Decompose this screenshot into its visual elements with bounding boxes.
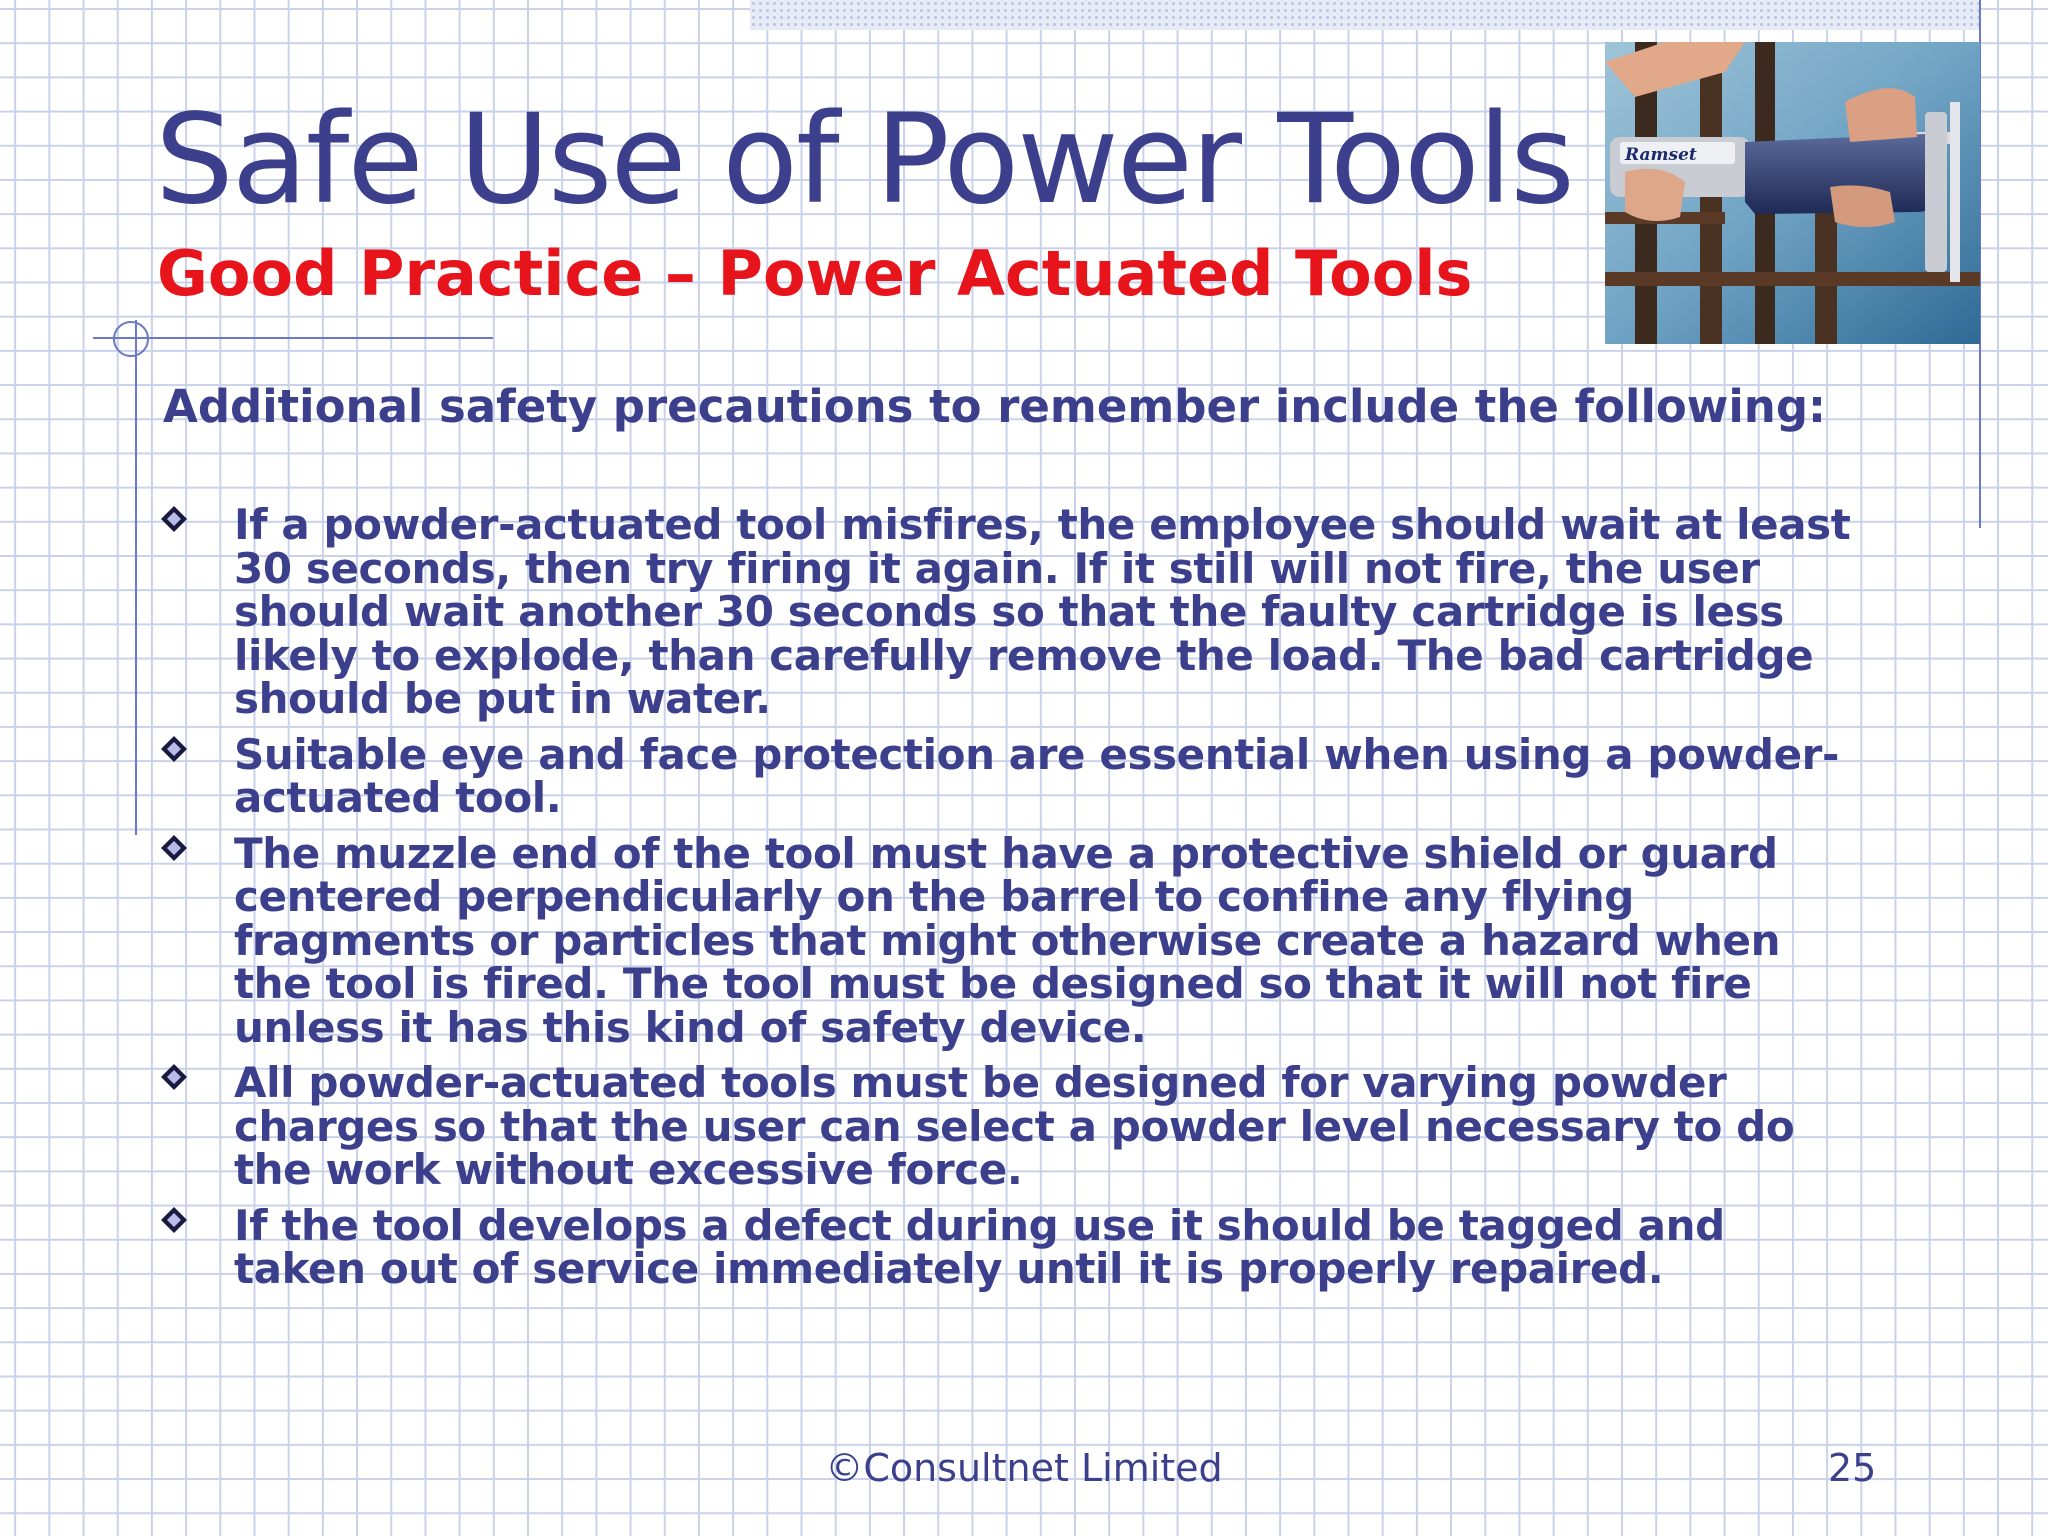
bullet-text: The muzzle end of the tool must have a protective shield or guard centered perpendicularly on the barrel to confine any flying fragments or particles that might otherwise create a hazard when the tool is fired. The tool must be designed so that it will not fire unless it has this kind of safety device. bbox=[234, 828, 1781, 1052]
diamond-bullet-icon bbox=[160, 1063, 188, 1091]
list-item bbox=[160, 1058, 1860, 1194]
list-item bbox=[160, 1200, 1860, 1293]
decorative-vertical-line-left bbox=[135, 320, 137, 835]
diamond-bullet-icon bbox=[160, 735, 188, 763]
diamond-bullet-icon bbox=[160, 1206, 188, 1234]
list-item bbox=[160, 828, 1860, 1052]
diamond-bullet-icon bbox=[160, 834, 188, 862]
power-tool-photo bbox=[1605, 42, 1980, 344]
slide-subtitle: Good Practice – Power Actuated Tools bbox=[157, 237, 1473, 310]
bullet-text: All powder-actuated tools must be designed for varying powder charges so that the user can select a powder level necessary to do the work without excessive force. bbox=[234, 1058, 1795, 1194]
diamond-bullet-icon bbox=[160, 505, 188, 533]
bullet-text: If the tool develops a defect during use it should be tagged and taken out of service immediately until it is properly repaired. bbox=[234, 1200, 1725, 1293]
top-dotted-band bbox=[750, 0, 1980, 30]
crosshair-circle-icon bbox=[113, 321, 149, 357]
list-item bbox=[160, 729, 1860, 822]
intro-text: Additional safety precautions to remember include the following: bbox=[163, 380, 1827, 433]
decorative-horizontal-line bbox=[93, 337, 493, 339]
bullet-text: If a powder-actuated tool misfires, the employee should wait at least 30 seconds, then try firing it again. If it still will not fire, the user should wait another 30 seconds so that the faulty cartridge is less likely to explode, than carefully remove the load. The bad cartridge should be put in water. bbox=[234, 500, 1851, 723]
bullet-text: Suitable eye and face protection are essential when using a powder-actuated tool. bbox=[234, 729, 1840, 822]
bullet-list bbox=[160, 500, 1860, 1303]
slide-title: Safe Use of Power Tools bbox=[155, 88, 1573, 232]
tool-brand-label: Ramset bbox=[1625, 145, 1697, 165]
page-number: 25 bbox=[1828, 1446, 1877, 1490]
list-item bbox=[160, 500, 1860, 723]
footer-copyright: ©Consultnet Limited bbox=[825, 1446, 1223, 1490]
